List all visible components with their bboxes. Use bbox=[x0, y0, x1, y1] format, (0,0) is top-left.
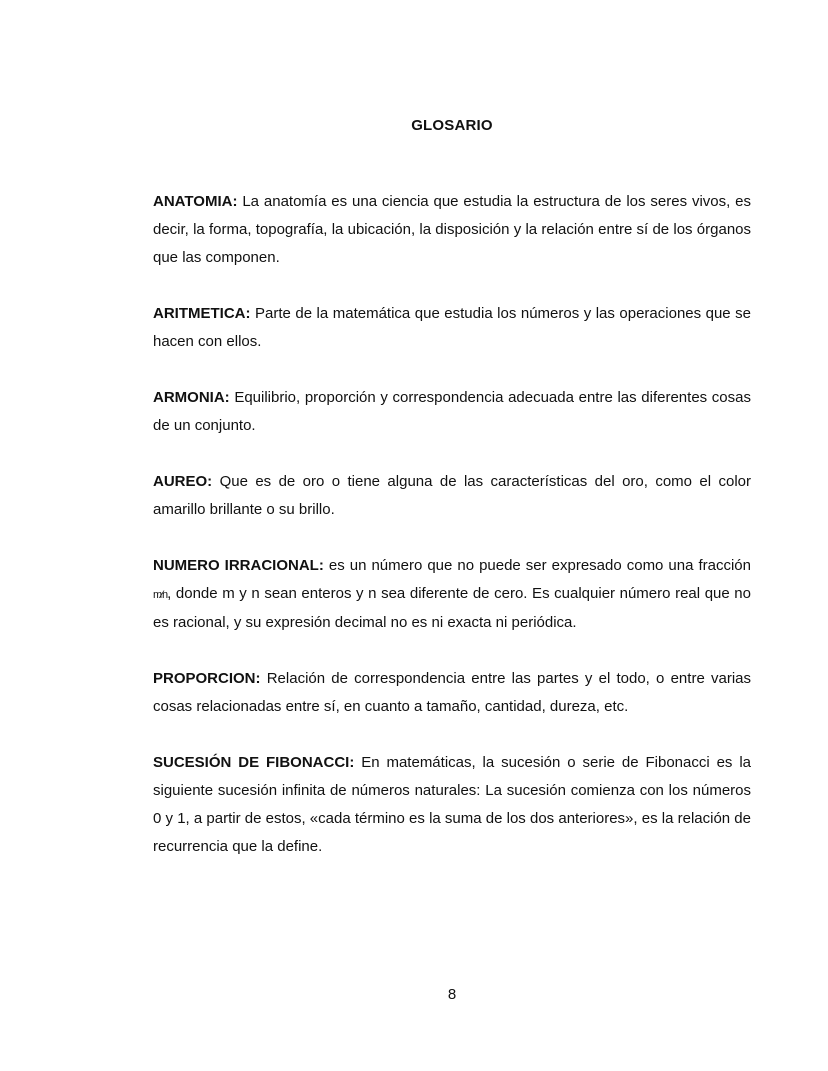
glossary-definition: Parte de la matemática que estudia los números y las operaciones que se hacen con ellos. bbox=[153, 305, 751, 350]
glossary-term: ANATOMIA: bbox=[153, 193, 238, 210]
glossary-definition: Relación de correspondencia entre las partes y el todo, o entre varias cosas relacionadas entre sí, en cuanto a tamaño, cantidad, dureza, etc. bbox=[153, 670, 751, 715]
glossary-entry-fibonacci bbox=[153, 749, 751, 861]
glossary-term: NUMERO IRRACIONAL: bbox=[153, 557, 324, 574]
glossary-definition: En matemáticas, la sucesión o serie de Fibonacci es la siguiente sucesión infinita de números naturales: La sucesión comienza con los números 0 y 1, a partir de estos, «cada término es la suma de los dos anteriores», es la relación de recurrencia que la define. bbox=[153, 754, 751, 855]
glossary-entry-armonia bbox=[153, 384, 751, 440]
glossary-definition: La anatomía es una ciencia que estudia la estructura de los seres vivos, es decir, la forma, topografía, la ubicación, la disposición y la relación entre sí de los órganos que las componen. bbox=[153, 193, 752, 266]
glossary-term: ARITMETICA: bbox=[153, 305, 251, 322]
glossary-term: AUREO: bbox=[153, 473, 213, 490]
glossary-entry-numero-irracional bbox=[153, 552, 751, 637]
page-number: 8 bbox=[447, 986, 457, 1003]
glossary-list bbox=[153, 188, 751, 889]
glossary-term: ARMONIA: bbox=[153, 389, 230, 406]
glossary-term: SUCESIÓN DE FIBONACCI: bbox=[153, 754, 355, 771]
glossary-entry-aritmetica bbox=[153, 300, 751, 356]
fraction-m-over-n: m⁄n bbox=[153, 589, 168, 601]
glossary-entry-proporcion bbox=[153, 665, 751, 721]
glossary-term: PROPORCION: bbox=[153, 670, 261, 687]
glossary-definition: Que es de oro o tiene alguna de las características del oro, como el color amarillo brillante o su brillo. bbox=[153, 473, 751, 518]
glossary-definition: Equilibrio, proporción y correspondencia adecuada entre las diferentes cosas de un conjunto. bbox=[153, 389, 751, 434]
glossary-entry-aureo bbox=[153, 468, 751, 524]
glossary-definition-end: , donde m y n sean enteros y n sea diferente de cero. Es cualquier número real que no es racional, y su expresión decimal no es ni exacta ni periódica. bbox=[153, 585, 751, 631]
page-title: GLOSARIO bbox=[411, 117, 493, 134]
glossary-definition-start: es un número que no puede ser expresado como una fracción bbox=[328, 557, 751, 574]
glossary-entry-anatomia bbox=[153, 188, 751, 272]
